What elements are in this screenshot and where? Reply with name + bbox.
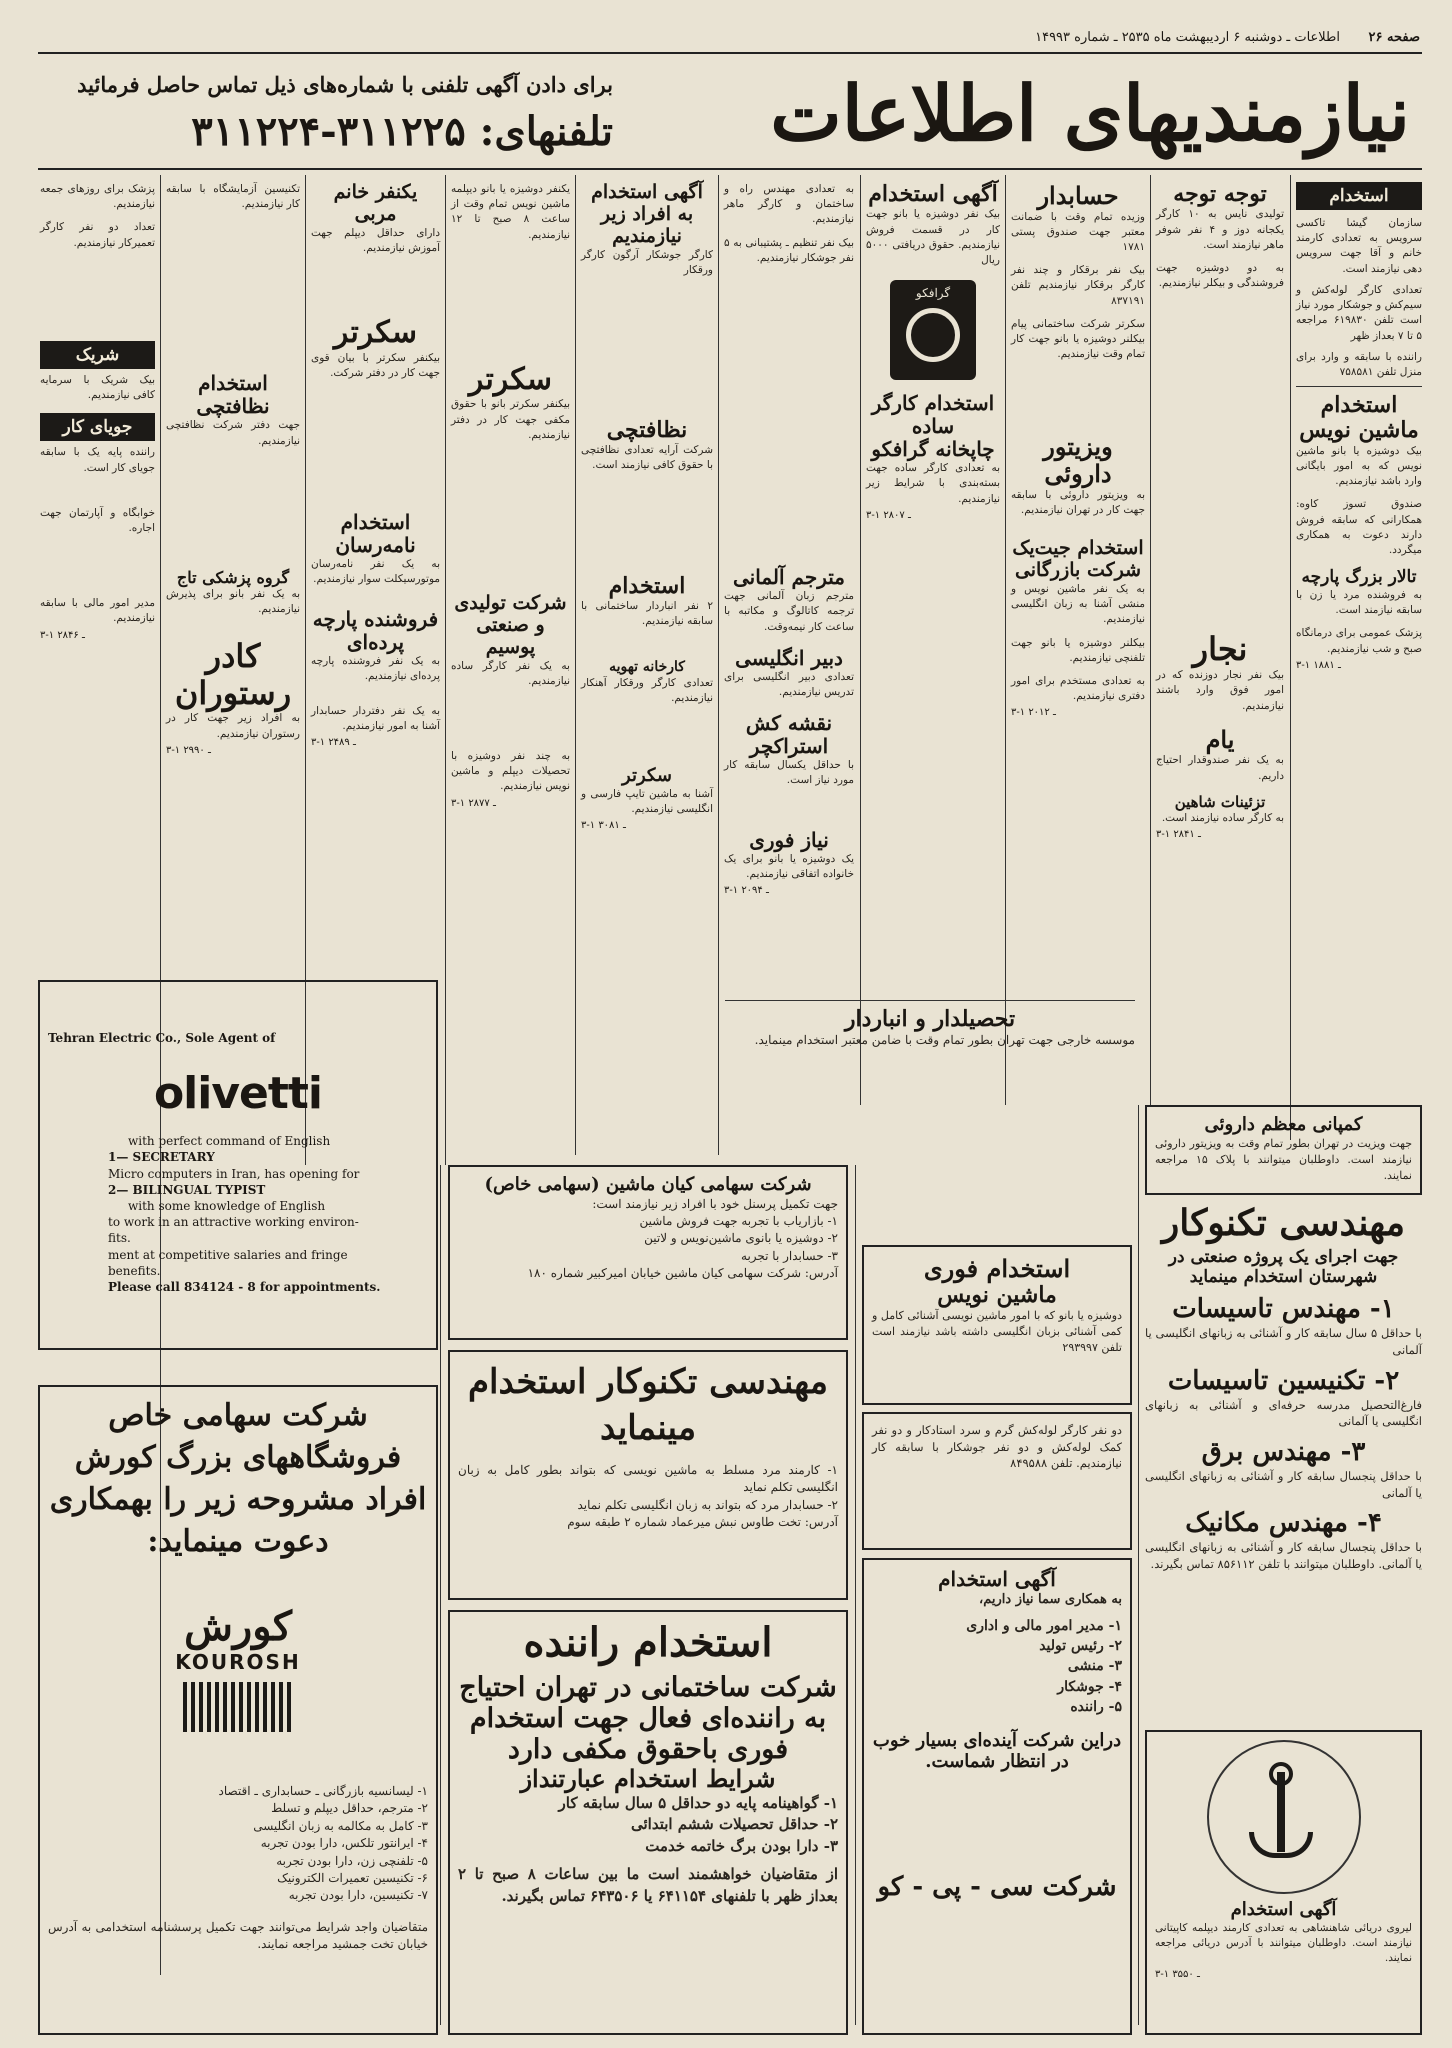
sama-item: ۳- منشی [1067, 1658, 1122, 1675]
ad-heading: چاپخانه گرافکو [871, 437, 995, 462]
kourosh-item: ۶- تکنیسین تعمیرات الکترونیک [277, 1870, 428, 1885]
ad-text: به یک نفر بانو برای پذیرش نیازمندیم. [166, 588, 300, 616]
col4-ads [866, 182, 1000, 521]
driver-subtitle: به راننده‌ای فعال جهت استخدام [469, 1703, 827, 1735]
kourosh-logo [153, 1603, 323, 1753]
kourosh-footer: متقاضیان واجد شرایط می‌توانند جهت تکمیل پرسشنامه استخدامی به آدرس خیابان تخت جمشید مراجعه نمایند. [48, 1919, 428, 1952]
kourosh-ad [38, 1385, 438, 2035]
ad-heading: یام [1205, 724, 1235, 754]
ad-text: بیک نفر نجار دوزنده که در امور فوق وارد باشند نیازمندیم. [1156, 669, 1284, 712]
ad-text: بیکنفر سکرتر بانو با حقوق مکفی جهت کار در دفتر نیازمندیم. [451, 398, 570, 441]
teknokar-desc: با حداقل پنجسال سابقه کار و آشنائی به زبانهای انگلیسی یا آلمانی. داوطلبان میتوانند با تلفن ۸۵۶۱۱۲ تماس بگیرند. [1145, 1540, 1422, 1571]
ad-heading: استخدام [608, 572, 686, 599]
ad-text: پزشک عمومی برای درمانگاه صبح و شب نیازمندیم. [1296, 627, 1422, 655]
ad-heading: تحصیلدار و انباردار [844, 1006, 1016, 1032]
ad-text: موسسه خارجی جهت تهران بطور تمام وقت با ضامن معتبر استخدام مینماید. [754, 1033, 1135, 1048]
sama-ad [862, 1558, 1132, 2035]
teknokar-right-ad [1145, 1203, 1422, 1723]
ad-text: جهت دفتر شرکت نظافتچی نیازمندیم. [166, 419, 300, 447]
column-rule [440, 1165, 441, 2025]
olivetti-line: with perfect command of English [128, 1134, 331, 1149]
ad-code: ۳-۱ ـ ۲۰۱۲ [1011, 707, 1056, 719]
olivetti-position: 1— SECRETARY [108, 1150, 215, 1165]
sama-title: آگهی استخدام [938, 1567, 1056, 1591]
ad-text: راننده با سابقه و وارد برای منزل تلفن ۷۵۸۵۸۱ [1296, 350, 1422, 378]
issue-meta: اطلاعات ـ دوشنبه ۶ اردیبهشت ماه ۲۵۳۵ ـ شماره ۱۴۹۹۳ [1035, 30, 1340, 45]
ad-text: به یک نفر نامه‌رسان موتورسیکلت سوار نیازمندیم. [311, 558, 440, 586]
ad-heading: استخدام نامه‌رسان [335, 510, 416, 558]
ad-text: بیک نفر تنظیم ـ پشتیبانی به ۵ نفر جوشکار نیازمندیم. [724, 236, 854, 264]
plumber-ad [862, 1412, 1132, 1550]
column-rule [860, 175, 861, 1105]
olivetti-line: with some knowledge of English [128, 1198, 326, 1213]
ad-text: خوابگاه و آپارتمان جهت اجاره. [40, 506, 155, 534]
teknokar-mid-item: ۲- حسابدار مرد که بتواند به زبان انگلیسی تکلم نماید [577, 1497, 838, 1512]
driver-subtitle: فوری باحقوق مکفی دارد [507, 1734, 789, 1766]
sama-item: ۴- جوشکار [1057, 1678, 1122, 1695]
driver-footer: از متقاضیان خواهشمند است ما بین ساعات ۸ صبح تا ۲ بعداز ظهر با تلفنهای ۶۴۱۱۵۴ یا ۶۴۳۵۰۶ تماس بگیرند. [458, 1864, 839, 1905]
ad-code: ۳-۱ ـ ۲۸۴۶ [40, 629, 85, 641]
teknokar-mid-title: مهندسی تکنوکار استخدام مینماید [467, 1362, 828, 1448]
fouri-subtitle: ماشین نویس [937, 1281, 1057, 1308]
ad-code: ۳-۱ ـ ۱۸۸۱ [1296, 659, 1341, 671]
kourosh-logo-en: KOUROSH [175, 1650, 301, 1674]
ad-code: ۳-۱ ـ ۲۰۹۴ [724, 885, 769, 897]
sama-item: ۲- رئیس تولید [1039, 1638, 1122, 1655]
column-rule [1290, 175, 1291, 1140]
teknokar-mid-item: ۱- کارمند مرد مسلط به ماشین نویسی که بتواند بطور کامل به زبان انگلیسی تکلم نماید [458, 1462, 838, 1495]
ad-text: ۲ نفر انباردار ساختمانی با سابقه نیازمندیم. [581, 600, 713, 628]
grafco-logo-text: گرافکو [915, 286, 951, 301]
ad-text: به یک نفر فروشنده پارچه پرده‌ای نیازمندیم. [311, 654, 440, 682]
phone-instruction: برای دادن آگهی تلفنی با شماره‌های ذیل تماس حاصل فرمائید [77, 72, 613, 97]
fouri-title: استخدام فوری [923, 1254, 1071, 1283]
kian-address: آدرس: شرکت سهامی کیان ماشین خیابان امیرکبیر شماره ۱۸۰ [527, 1266, 838, 1281]
section-tag: استخدام [1296, 182, 1422, 210]
ad-text: مترجم زبان آلمانی جهت ترجمه کاتالوگ و مکاتبه با ساعت کار نیمه‌وقت. [724, 590, 854, 633]
ad-code: ۳-۱ ـ ۲۸۷۷ [451, 797, 496, 809]
teknokar-right-intro: جهت اجرای یک پروژه صنعتی در شهرستان استخدام مینماید [1168, 1247, 1399, 1287]
olivetti-line: benefits. [108, 1263, 161, 1278]
ad-text: تعدادی کارگر ورقکار آهنکار نیازمندیم. [581, 676, 713, 704]
olivetti-line: ment at competitive salaries and fringe [108, 1247, 348, 1262]
kian-item: ۲- دوشیزه یا بانوی ماشین‌نویس و لاتین [644, 1231, 838, 1246]
ad-text: تعدادی دبیر انگلیسی برای تدریس نیازمندیم. [724, 670, 854, 698]
ad-heading: تالار بزرگ پارچه [1301, 567, 1417, 588]
col1-ads [1296, 182, 1422, 671]
olivetti-contact: Please call 834124 - 8 for appointments. [108, 1279, 381, 1294]
ad-text: صندوق تسوز کاوه: همکارانی که سابقه فروش دارند دعوت به همکاری میگردد. [1296, 498, 1422, 557]
teknokar-mid-ad [448, 1350, 848, 1600]
ad-text: سازمان گیشا تاکسی سرویس به تعدادی کارمند خانم و آقا جهت سرویس دهی نیازمند است. [1296, 217, 1422, 275]
ad-text: شرکت آرایه تعدادی نظافتچی با حقوق کافی نیازمند است. [581, 444, 713, 472]
phone-numbers: تلفنهای: ۳۱۱۲۲۵-۳۱۱۲۲۴ [191, 108, 613, 155]
divider [38, 52, 1422, 54]
ad-text: به کارگر ساده نیازمند است. [1161, 812, 1284, 825]
ad-heading: دبیر انگلیسی [735, 645, 843, 670]
driver-ad [448, 1610, 848, 2035]
driver-subtitle: شرکت ساختمانی در تهران احتیاج [459, 1672, 837, 1703]
col10-ads [40, 182, 155, 641]
driver-requirement: ۲- حداقل تحصیلات ششم ابتدائی [630, 1815, 838, 1834]
ad-text: سکرتر شرکت ساختمانی پیام بیکلنر دوشیزه یا بانو جهت کار تمام وقت نیازمندیم. [1011, 317, 1145, 361]
tahsildar-ad [725, 1000, 1135, 1050]
sama-future: دراین شرکت آینده‌ای بسیار خوب در انتظار شماست. [872, 1730, 1122, 1773]
ad-text: بیک نفر دوشیزه یا بانو جهت کار در قسمت فروش نیازمندیم. حقوق دریافتی ۵۰۰۰ ریال [866, 208, 1000, 266]
ad-heading: حسابدار [1037, 181, 1119, 210]
teknokar-position: ۳- مهندس برق [1201, 1436, 1366, 1467]
ad-text: تعدادی کارگر لوله‌کش و سیم‌کش و جوشکار مورد نیاز است تلفن ۶۱۹۸۳۰ مراجعه ۵ تا ۷ بعداز ظهر [1296, 283, 1423, 342]
kourosh-item: ۵- تلفنچی زن، دارا بودن تجربه [276, 1853, 428, 1868]
ad-heading: سکرتر [333, 315, 418, 351]
ad-text: بیکلنر دوشیزه یا بانو جهت تلفنچی نیازمندیم. [1011, 636, 1145, 664]
col6-ads [581, 182, 713, 831]
col2-ads [1156, 182, 1284, 840]
ad-text: کارگر جوشکار آرگون کارگر ورقکار [581, 248, 713, 276]
col9-ads [166, 182, 300, 756]
grafco-logo [890, 280, 976, 380]
kourosh-item: ۲- مترجم، حداقل دیپلم و تسلط [271, 1801, 428, 1816]
ad-text: به یک نفر صندوقدار احتیاج داریم. [1156, 754, 1284, 782]
kourosh-item: ۷- تکنیسین، دارا بودن تجربه [288, 1888, 428, 1903]
ad-text: با حداقل یکسال سابقه کار مورد نیاز است. [724, 759, 854, 787]
ad-heading: نیاز فوری [749, 827, 829, 852]
ad-heading: سکرتر [468, 361, 553, 397]
ad-heading: کادر رستوران [174, 636, 292, 712]
sama-intro: به همکاری سما نیاز داریم، [979, 1592, 1122, 1607]
column-rule [575, 175, 576, 1155]
teknokar-position: ۱- مهندس تاسیسات [1172, 1294, 1395, 1325]
kian-item: ۳- حسابدار با تجربه [741, 1248, 838, 1263]
ad-text: بیک نفر برقکار و چند نفر کارگر برقکار نیازمندیم تلفن ۸۳۷۱۹۱ [1011, 264, 1145, 307]
ad-text: تولیدی نایس به ۱۰ کارگر یکجانه دوز و ۴ نفر شوفر ماهر نیازمند است. [1156, 208, 1284, 251]
ad-heading: استخدام کارگر ساده [871, 391, 995, 439]
kourosh-item: ۳- کامل به مکالمه به زبان انگلیسی [253, 1818, 428, 1833]
sama-item: ۵- راننده [1070, 1699, 1122, 1716]
ad-text: وزیده تمام وقت با ضمانت معتبر جهت صندوق پستی ۱۷۸۱ [1011, 210, 1145, 254]
kourosh-title: شرکت سهامی خاص فروشگاههای بزرگ کورش افراد مشروحه زیر را بهمکاری دعوت مینماید: [49, 1398, 427, 1559]
kian-body: جهت تکمیل پرسنل خود با افراد زیر نیازمند است: [592, 1196, 838, 1211]
olivetti-logo: olivetti [153, 1068, 323, 1120]
navy-title: آگهی استخدام [1230, 1899, 1337, 1920]
column-rule [445, 175, 446, 1165]
ad-text: به یک نفر دفتردار حسابدار آشنا به امور نیازمندیم. [311, 704, 440, 733]
ad-heading: نقشه کش استراکچر [745, 711, 833, 759]
ad-text: پزشک برای روزهای جمعه نیازمندیم. [40, 183, 155, 211]
column-rule [855, 1165, 856, 2025]
teknokar-desc: با حداقل پنجسال سابقه کار و آشنائی به زبانهای انگلیسی یا آلمانی [1145, 1468, 1422, 1500]
ad-text: به تعدادی کارگر ساده جهت بسته‌بندی با شرایط زیر نیازمندیم. [866, 462, 1000, 505]
driver-conditions: شرایط استخدام عبارتنداز [520, 1764, 776, 1794]
navy-ad [1145, 1730, 1422, 2035]
ad-code: ۳-۱ ـ ۲۴۸۹ [311, 737, 356, 749]
ad-text: بیک دوشیزه یا بانو ماشین نویس که به امور بایگانی وارد باشد نیازمندیم. [1296, 444, 1422, 488]
ad-code: ۳-۱ ـ ۳۵۵۰ [1155, 1969, 1200, 1981]
teknokar-position: ۴- مهندس مکانیک [1185, 1508, 1382, 1539]
teknokar-desc: با حداقل ۵ سال سابقه کار و آشنائی به زبانهای انگلیسی یا آلمانی [1145, 1326, 1423, 1358]
ad-heading: آگهی استخدام [868, 181, 998, 207]
ad-code: ۳-۱ ـ ۳۰۸۱ [581, 820, 626, 832]
divider [38, 168, 1422, 170]
kourosh-item: ۱- لیسانسیه بازرگانی ـ حسابداری ـ اقتصاد [218, 1784, 428, 1798]
plumber-body: دو نفر کارگر لوله‌کش گرم و سرد استادکار و دو نفر کمک لوله‌کش و دو نفر جوشکار با سابقه کار نیازمندیم. تلفن ۸۴۹۵۸۸ [872, 1423, 1122, 1471]
ad-text: به دو دوشیزه جهت فروشندگی و بیکلر نیازمندیم. [1156, 261, 1284, 290]
fouri-body: دوشیزه یا بانو که با امور ماشین نویسی آشنائی کامل و کمی آشنائی بزبان انگلیسی داشته باشد نیازمند است تلفن ۲۹۳۹۹۷ [872, 1308, 1122, 1354]
ad-code: ۳-۱ ـ ۲۹۹۰ [166, 744, 211, 756]
ad-text: به چند نفر دوشیزه با تحصیلات دیپلم و ماشین نویس نیازمندیم. [451, 750, 570, 793]
driver-requirement: ۱- گواهینامه پایه دو حداقل ۵ سال سابقه کار [558, 1793, 838, 1812]
ad-text: به یک نفر ماشین نویس و منشی آشنا به زبان انگلیسی نیازمندیم. [1011, 582, 1145, 626]
driver-requirement: ۳- دارا بودن برگ خاتمه خدمت [645, 1837, 838, 1856]
page-label: صفحه ۲۶ [1368, 30, 1420, 45]
ad-text: یک دوشیزه یا بانو برای یک خانواده اتفاقی نیازمندیم. [724, 852, 854, 880]
ad-text: تکنیسین آزمایشگاه با سابقه کار نیازمندیم. [166, 183, 300, 211]
ad-heading: سکرتر [622, 764, 672, 786]
fouri-ad [862, 1245, 1132, 1405]
olivetti-company: Tehran Electric Co., Sole Agent of [48, 1031, 276, 1045]
column-rule [1005, 175, 1006, 1105]
teknokar-position: ۲- تکنیسین تاسیسات [1167, 1365, 1400, 1396]
section-tag: جویای کار [40, 413, 155, 441]
ad-text: بیکنفر سکرتر با بیان قوی جهت کار در دفتر شرکت. [311, 351, 440, 379]
kourosh-item: ۴- ایرانتور تلکس، دارا بودن تجربه [260, 1836, 428, 1851]
ad-heading: نجار [1192, 630, 1248, 669]
ad-text: به افراد زیر جهت کار در رستوران نیازمندیم. [166, 712, 300, 740]
ad-text: مدیر امور مالی با سابقه نیازمندیم. [40, 597, 155, 625]
masthead: نیازمندیهای اطلاعات [770, 69, 1410, 158]
sama-company: شرکت سی - پی - کو [877, 1871, 1117, 1902]
ad-heading: نظافتچی [606, 416, 688, 443]
ad-heading: مترجم آلمانی [733, 565, 845, 590]
pharma-body: جهت ویزیت در تهران بطور تمام وقت به ویزیتور داروئی نیازمند است. داوطلبان میتوانند با پلاک ۱۵ مراجعه نمایند. [1155, 1136, 1412, 1182]
col3-ads [1011, 182, 1145, 718]
ad-text: به تعدادی مستخدم برای امور دفتری نیازمندیم. [1011, 674, 1145, 703]
ad-text: دارای حداقل دیپلم جهت آموزش نیازمندیم. [311, 226, 440, 254]
ad-heading: ویزیتور داروئی [1043, 431, 1113, 489]
col5-ads [724, 182, 854, 896]
ad-heading: آگهی استخدام به افراد زیر نیازمندیم [591, 181, 703, 247]
ad-text: به یک نفر کارگر ساده نیازمندیم. [451, 659, 570, 687]
driver-title: استخدام راننده [523, 1619, 773, 1666]
column-rule [1150, 175, 1151, 1105]
ad-heading: یکنفر خانم مربی [333, 181, 418, 225]
ad-heading: کارخانه تهویه [609, 659, 685, 676]
ad-heading: استخدام نظافتچی [196, 371, 270, 419]
ad-code: ۳-۱ ـ ۲۸۴۱ [1156, 829, 1201, 841]
olivetti-line: fits. [108, 1231, 131, 1246]
ad-heading: توجه توجه [1173, 181, 1267, 207]
kian-ad [448, 1165, 848, 1340]
ad-heading: فروشنده پارچه پرده‌ای [312, 606, 439, 654]
ad-heading: استخدام جیت‌یک شرکت بازرگانی [1012, 537, 1144, 582]
kourosh-logo-fa: کورش [184, 1603, 292, 1650]
sama-item: ۱- مدیر امور مالی و اداری [966, 1617, 1122, 1634]
ad-heading: شرکت تولیدی و صنعتی پوسیم [454, 592, 567, 658]
olivetti-line: Micro computers in Iran, has opening for [108, 1166, 360, 1181]
kian-title: شرکت سهامی کیان ماشین (سهامی خاص) [484, 1174, 812, 1195]
navy-emblem-icon [1207, 1740, 1361, 1894]
olivetti-ad [38, 980, 438, 1350]
ad-text: به ویزیتور داروئی با سابقه جهت کار در تهران نیازمندیم. [1011, 488, 1145, 516]
col8-ads [311, 182, 440, 748]
kian-item: ۱- بازاریاب با تجربه جهت فروش ماشین [639, 1214, 838, 1229]
teknokar-right-title: مهندسی تکنوکار [1161, 1202, 1406, 1244]
ad-text: به تعدادی مهندس راه و ساختمان و کارگر ماهر نیازمندیم. [724, 183, 854, 226]
ad-heading: تزئینات شاهین [1174, 792, 1266, 811]
teknokar-desc: فارغ‌التحصیل مدرسه حرفه‌ای و آشنائی به زبانهای انگلیسی یا آلمانی [1145, 1397, 1422, 1429]
ad-text: یکنفر دوشیزه یا بانو دیپلمه ماشین نویس تمام وقت از ساعت ۸ صبح تا ۱۲ نیازمندیم. [451, 183, 570, 241]
ad-text: بیک شریک با سرمایه کافی نیازمندیم. [40, 373, 155, 402]
navy-body: لیروی دریائی شاهنشاهی به تعدادی کارمند دیپلمه کاپیتانی نیازمند است. داوطلبان میتوانند با آدرس دریائی مراجعه نمایند. [1155, 1921, 1412, 1965]
pharma-ad [1145, 1105, 1422, 1195]
section-tag: شریک [40, 341, 155, 369]
ad-code: ۳-۱ ـ ۲۸۰۷ [866, 509, 911, 521]
olivetti-line: to work in an attractive working environ- [108, 1215, 359, 1230]
column-rule [718, 175, 719, 1155]
ad-heading: استخدام ماشین نویس [1299, 392, 1419, 444]
column-rule [1138, 1105, 1139, 2025]
ad-heading: گروه پزشکی تاج [176, 567, 290, 587]
olivetti-position: 2— BILINGUAL TYPIST [108, 1182, 266, 1197]
teknokar-mid-address: آدرس: تخت طاوس نبش میرعماد شماره ۲ طبقه سوم [567, 1514, 838, 1529]
ad-text: تعداد دو نفر کارگر تعمیرکار نیازمندیم. [40, 221, 155, 249]
col7-ads [451, 182, 570, 809]
ad-text: راننده پایه یک با سابقه جویای کار است. [40, 446, 155, 474]
pharma-title: کمپانی معظم داروئی [1204, 1114, 1363, 1135]
ad-text: آشنا به ماشین تایپ فارسی و انگلیسی نیازمندیم. [581, 787, 713, 815]
ad-text: به فروشنده مرد یا زن با سابقه نیازمند است. [1296, 588, 1422, 617]
